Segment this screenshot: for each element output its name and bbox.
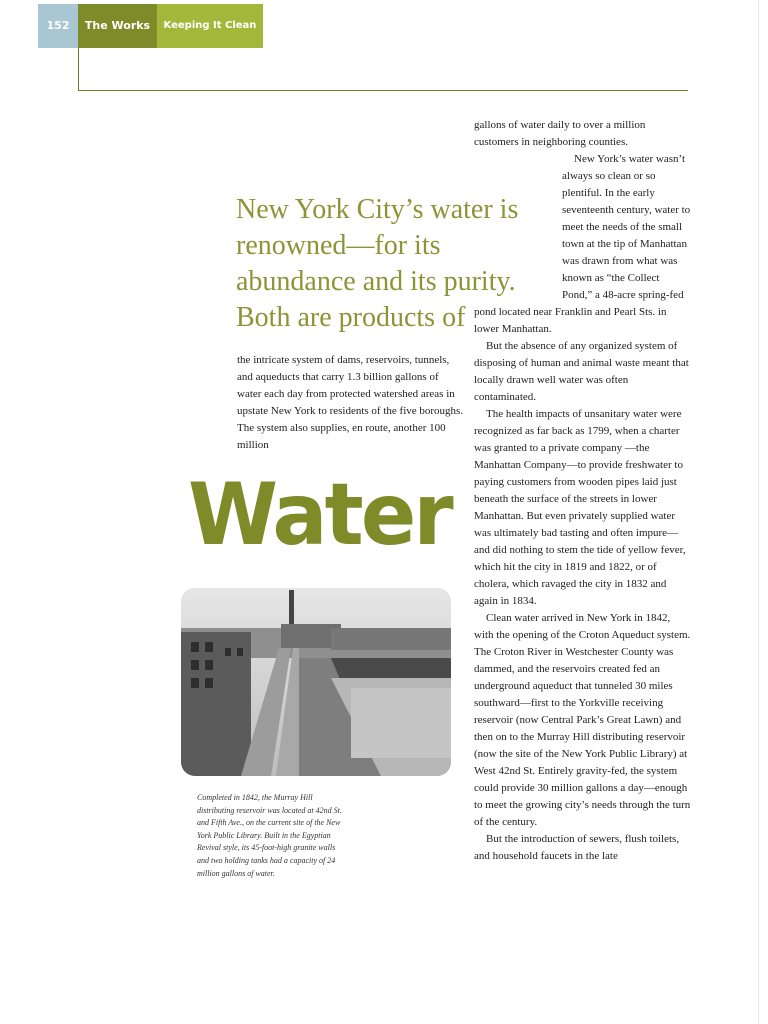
- header-vertical-rule: [78, 48, 79, 90]
- reservoir-photo: [181, 588, 451, 776]
- left-column-text: the intricate system of dams, reservoirs, tunnels, and aqueducts that carry 1.3 billion gallons of water each day from protected watershed areas in upstate New York to residents of the five boroughs. The system also supplies, en route, another 100 million: [237, 354, 464, 451]
- page-edge: [758, 0, 759, 1024]
- section-tab: The Works: [78, 4, 157, 48]
- right-paragraph-2: [474, 151, 692, 338]
- right-paragraph-4: The health impacts of unsanitary water were recognized as far back as 1799, when a charter was granted to a private company —the Manhattan Company—to provide freshwater to paying customers from wooden pipes laid just beneath the surface of the streets in lower Manhattan. But even privately supplied water was ultimately bad tasting and often impure—and did nothing to stem the tide of yellow fever, which hit the city in 1819 and 1822, or of cholera, which ravaged the city in 1832 and again in 1834.: [474, 408, 686, 607]
- pull-quote-wrap-space: [474, 151, 562, 304]
- right-column: [474, 117, 692, 865]
- right-paragraph-3: But the absence of any organized system of disposing of human and animal waste meant that locally drawn well water was often contaminated.: [474, 340, 689, 403]
- header-horizontal-rule: [78, 90, 688, 91]
- chapter-tab: Keeping It Clean: [157, 4, 263, 48]
- right-paragraph-6: But the introduction of sewers, flush toilets, and household faucets in the late: [474, 833, 680, 862]
- reservoir-photo-image: [181, 588, 451, 776]
- right-paragraph-5: Clean water arrived in New York in 1842, with the opening of the Croton Aqueduct system. The Croton River in Westchester County was dammed, and the reservoirs created fed an underground aqueduct that tunneled 30 miles southward—first to the Yorkville receiving reservoir (now Central Park’s Great Lawn) and then on to the Murray Hill distributing reservoir (now the site of the New York Public Library) at West 42nd St. Entirely gravity-fed, the system could provide 30 million gallons a day—enough to meet the growing city’s needs through the turn of the century.: [474, 612, 691, 828]
- right-paragraph-2-text: New York’s water wasn’t always so clean or so plentiful. In the early seventeenth century, water to meet the needs of the small town at the tip of Manhattan was drawn from what was known as “the Collect Pond,” a 48-acre spring-fed pond located near Franklin and Pearl Sts. in lower Manhattan.: [474, 153, 691, 335]
- display-word-water: Water: [188, 465, 451, 565]
- page-number-tab: 152: [38, 4, 78, 48]
- pull-quote: New York City’s water is renowned—for its abundance and its purity. Both are products of: [236, 194, 519, 333]
- right-paragraph-1: gallons of water daily to over a million customers in neighboring counties.: [474, 119, 646, 148]
- photo-caption: Completed in 1842, the Murray Hill distributing reservoir was located at 42nd St. and Fifth Ave., on the current site of the New York Public Library. Built in the Egyptian Revival style, its 45-foot-high granite walls and two holding tanks had a capacity of 24 million gallons of water.: [197, 793, 342, 878]
